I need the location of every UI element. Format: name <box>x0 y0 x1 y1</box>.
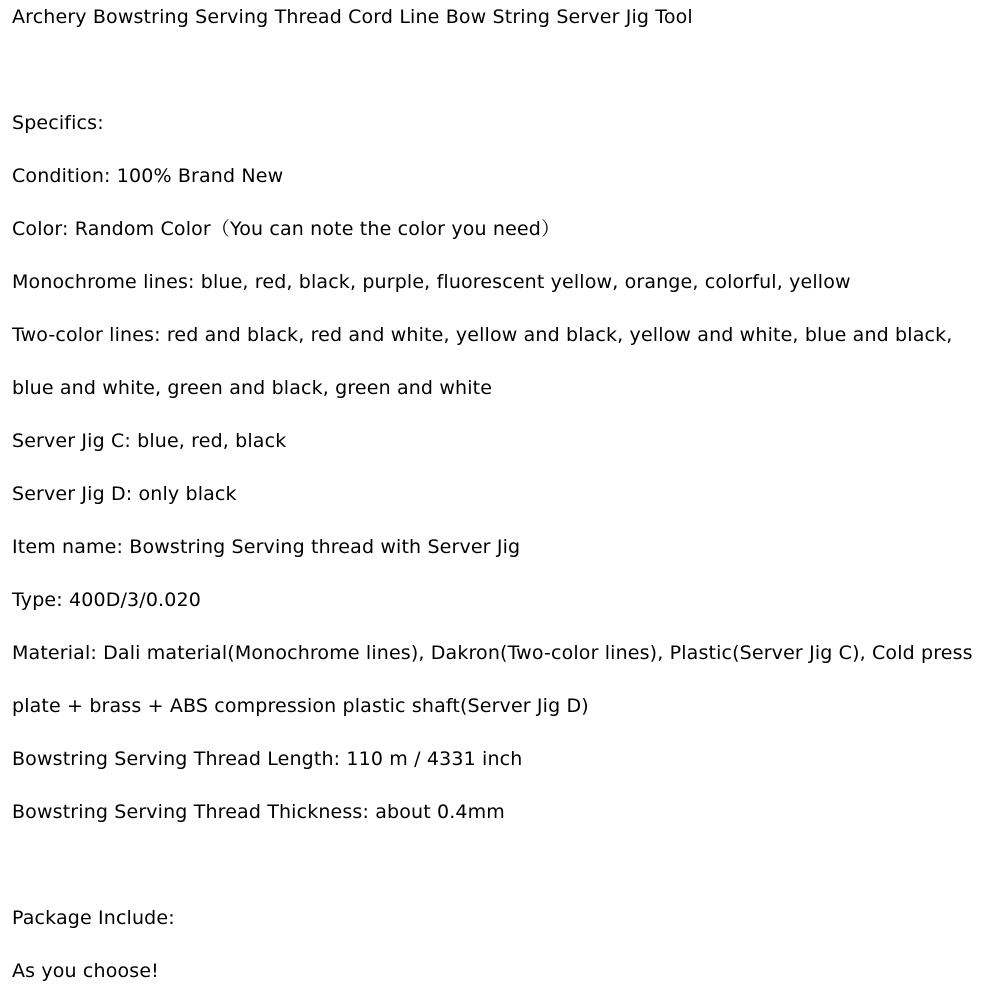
spec-monochrome-lines: Monochrome lines: blue, red, black, purple, fluorescent yellow, orange, colorful, yellow <box>12 271 851 293</box>
spec-item-name: Item name: Bowstring Serving thread with Server Jig <box>12 536 521 558</box>
spec-condition: Condition: 100% Brand New <box>12 165 284 187</box>
spec-two-color-lines-cont: blue and white, green and black, green and white <box>12 377 493 399</box>
spec-material: Material: Dali material(Monochrome lines), Dakron(Two-color lines), Plastic(Server Jig C), Cold press <box>12 642 973 664</box>
product-title: Archery Bowstring Serving Thread Cord Line Bow String Server Jig Tool <box>12 6 693 28</box>
spec-material-cont: plate + brass + ABS compression plastic shaft(Server Jig D) <box>12 695 589 717</box>
specifics-heading: Specifics: <box>12 112 104 134</box>
spec-thread-length: Bowstring Serving Thread Length: 110 m / 4331 inch <box>12 748 523 770</box>
product-description <box>12 0 996 998</box>
spec-two-color-lines: Two-color lines: red and black, red and white, yellow and black, yellow and white, blue and black, <box>12 324 953 346</box>
spec-thread-thickness: Bowstring Serving Thread Thickness: about 0.4mm <box>12 801 505 823</box>
spacer <box>12 839 996 892</box>
spec-server-jig-c: Server Jig C: blue, red, black <box>12 430 287 452</box>
spec-color: Color: Random Color（You can note the color you need） <box>12 218 561 240</box>
spec-server-jig-d: Server Jig D: only black <box>12 483 237 505</box>
package-heading: Package Include: <box>12 907 175 929</box>
spec-type: Type: 400D/3/0.020 <box>12 589 201 611</box>
package-content: As you choose! <box>12 960 159 982</box>
